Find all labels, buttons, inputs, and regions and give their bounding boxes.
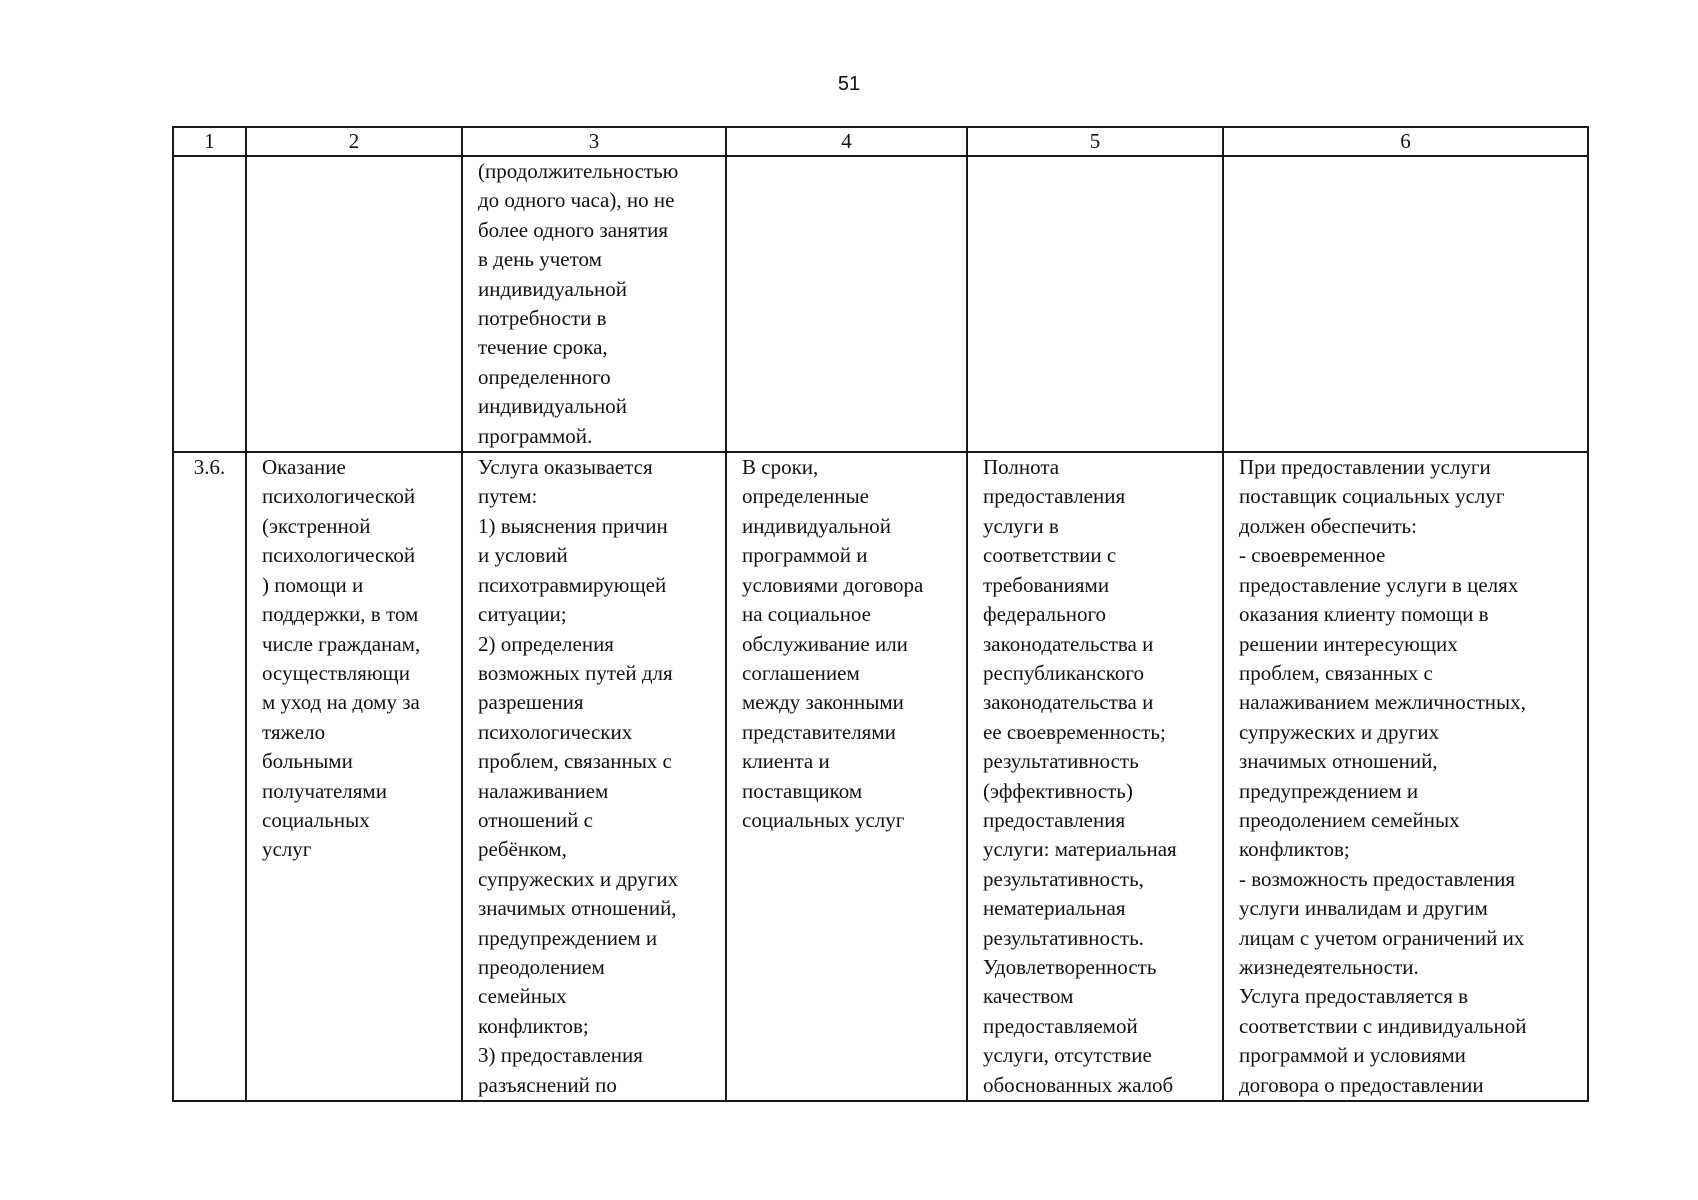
table-cell-service-name <box>246 156 462 452</box>
table-header-row <box>173 127 1588 156</box>
table-cell-quality-indicators <box>967 156 1223 452</box>
page-number: 51 <box>837 73 861 95</box>
table-cell-number <box>173 156 246 452</box>
column-header: 1 <box>173 127 246 156</box>
services-table <box>172 126 1589 1102</box>
table-row <box>173 156 1588 452</box>
table-row <box>173 452 1588 1101</box>
column-header: 6 <box>1223 127 1588 156</box>
table-cell-terms: В сроки, определенные индивидуальной программой и условиями договора на социальное обслуживание или соглашением между законными представителями клиента и поставщиком социальных услуг <box>726 452 967 1101</box>
table-cell-conditions: При предоставлении услуги поставщик социальных услуг должен обеспечить: - своевременное предоставление услуги в целях оказания клиенту помощи в решении интересующих проблем, связанных с налаживанием межличностных, супружеских и других значимых отношений, предупреждением и преодолением семейных конфликтов; - возможность предоставления услуги инвалидам и другим лицам с учетом ограничений их жизнедеятельности. Услуга предоставляется в соответствии с индивидуальной программой и условиями договора о предоставлении <box>1223 452 1588 1101</box>
table-cell-service-description: Услуга оказывается путем: 1) выяснения причин и условий психотравмирующей ситуации; 2) определения возможных путей для разрешения психологических проблем, связанных с налаживанием отношений с ребёнком, супружеских и других значимых отношений, предупреждением и преодолением семейных конфликтов; 3) предоставления разъяснений по <box>462 452 726 1101</box>
table-cell-quality-indicators: Полнота предоставления услуги в соответствии с требованиями федерального законодательства и республиканского законодательства и ее своевременность; результативность (эффективность) предоставления услуги: материальная результативность, нематериальная результативность. Удовлетворенность качеством предоставляемой услуги, отсутствие обоснованных жалоб <box>967 452 1223 1101</box>
column-header: 3 <box>462 127 726 156</box>
table-cell-terms <box>726 156 967 452</box>
column-header: 4 <box>726 127 967 156</box>
table-cell-service-name: Оказание психологической (экстренной психологической ) помощи и поддержки, в том числе гражданам, осуществляющи м уход на дому за тяжело больными получателями социальных услуг <box>246 452 462 1101</box>
table-cell-service-description: (продолжительностью до одного часа), но не более одного занятия в день учетом индивидуальной потребности в течение срока, определенного индивидуальной программой. <box>462 156 726 452</box>
table-cell-conditions <box>1223 156 1588 452</box>
column-header: 5 <box>967 127 1223 156</box>
column-header: 2 <box>246 127 462 156</box>
table-cell-number: 3.6. <box>173 452 246 1101</box>
